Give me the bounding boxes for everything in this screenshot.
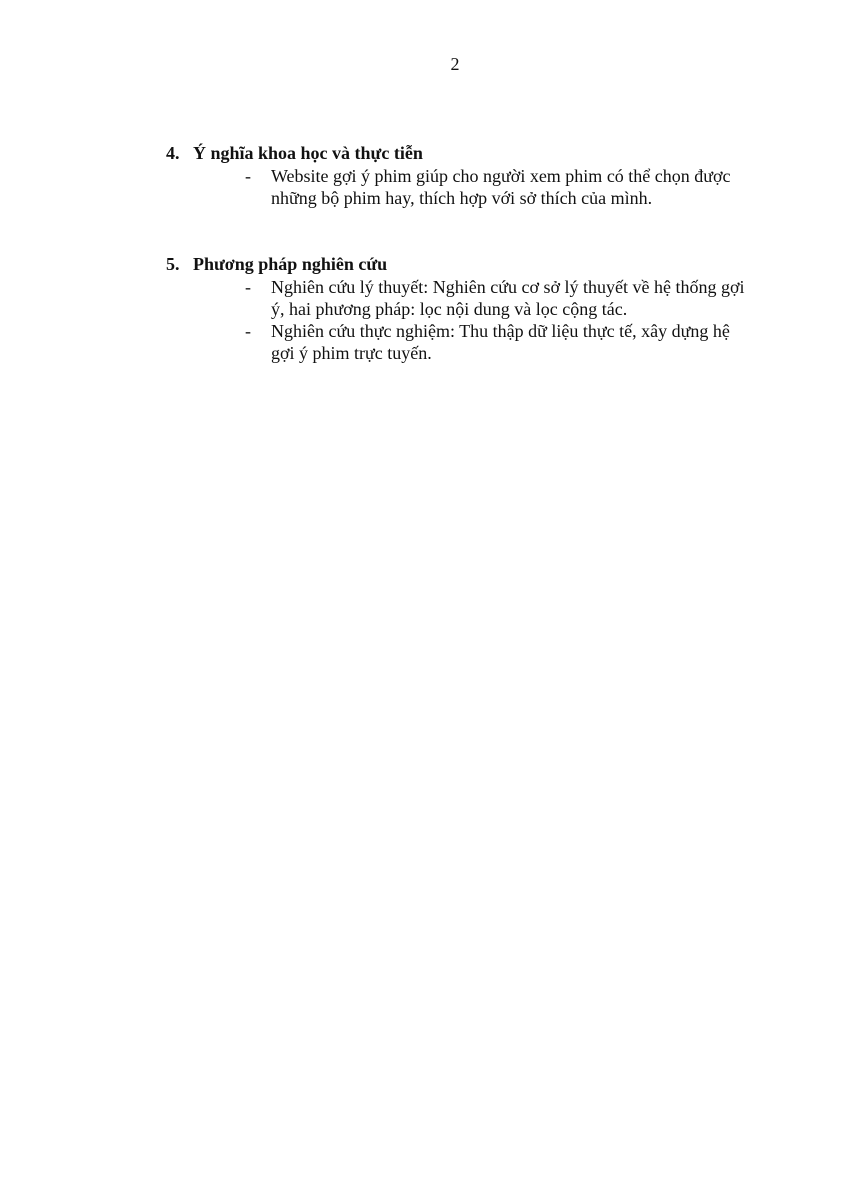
section-heading: [166, 254, 766, 274]
section-methods: [166, 254, 766, 364]
list-item-text: Nghiên cứu thực nghiệm: Thu thập dữ liệu thực tế, xây dựng hệ gợi ý phim trực tuyến.: [271, 321, 730, 363]
section-title: Ý nghĩa khoa học và thực tiễn: [193, 143, 423, 163]
section-significance: [166, 143, 766, 209]
list-item: [166, 165, 746, 209]
bullet-list: [166, 276, 766, 364]
section-title: Phương pháp nghiên cứu: [193, 254, 388, 274]
bullet-list: [166, 165, 766, 209]
bullet-dash: -: [245, 321, 251, 341]
list-item-text: Website gợi ý phim giúp cho người xem phim có thể chọn được những bộ phim hay, thích hợp với sở thích của mình.: [271, 166, 731, 208]
bullet-dash: -: [245, 166, 251, 186]
page-number: 2: [450, 54, 460, 74]
section-number: 5.: [166, 254, 180, 274]
list-item-text: Nghiên cứu lý thuyết: Nghiên cứu cơ sở lý thuyết về hệ thống gợi ý, hai phương pháp: lọc nội dung và lọc cộng tác.: [271, 277, 745, 319]
section-heading: [166, 143, 766, 163]
section-number: 4.: [166, 143, 180, 163]
bullet-dash: -: [245, 277, 251, 297]
list-item: [166, 320, 746, 364]
list-item: [166, 276, 746, 320]
